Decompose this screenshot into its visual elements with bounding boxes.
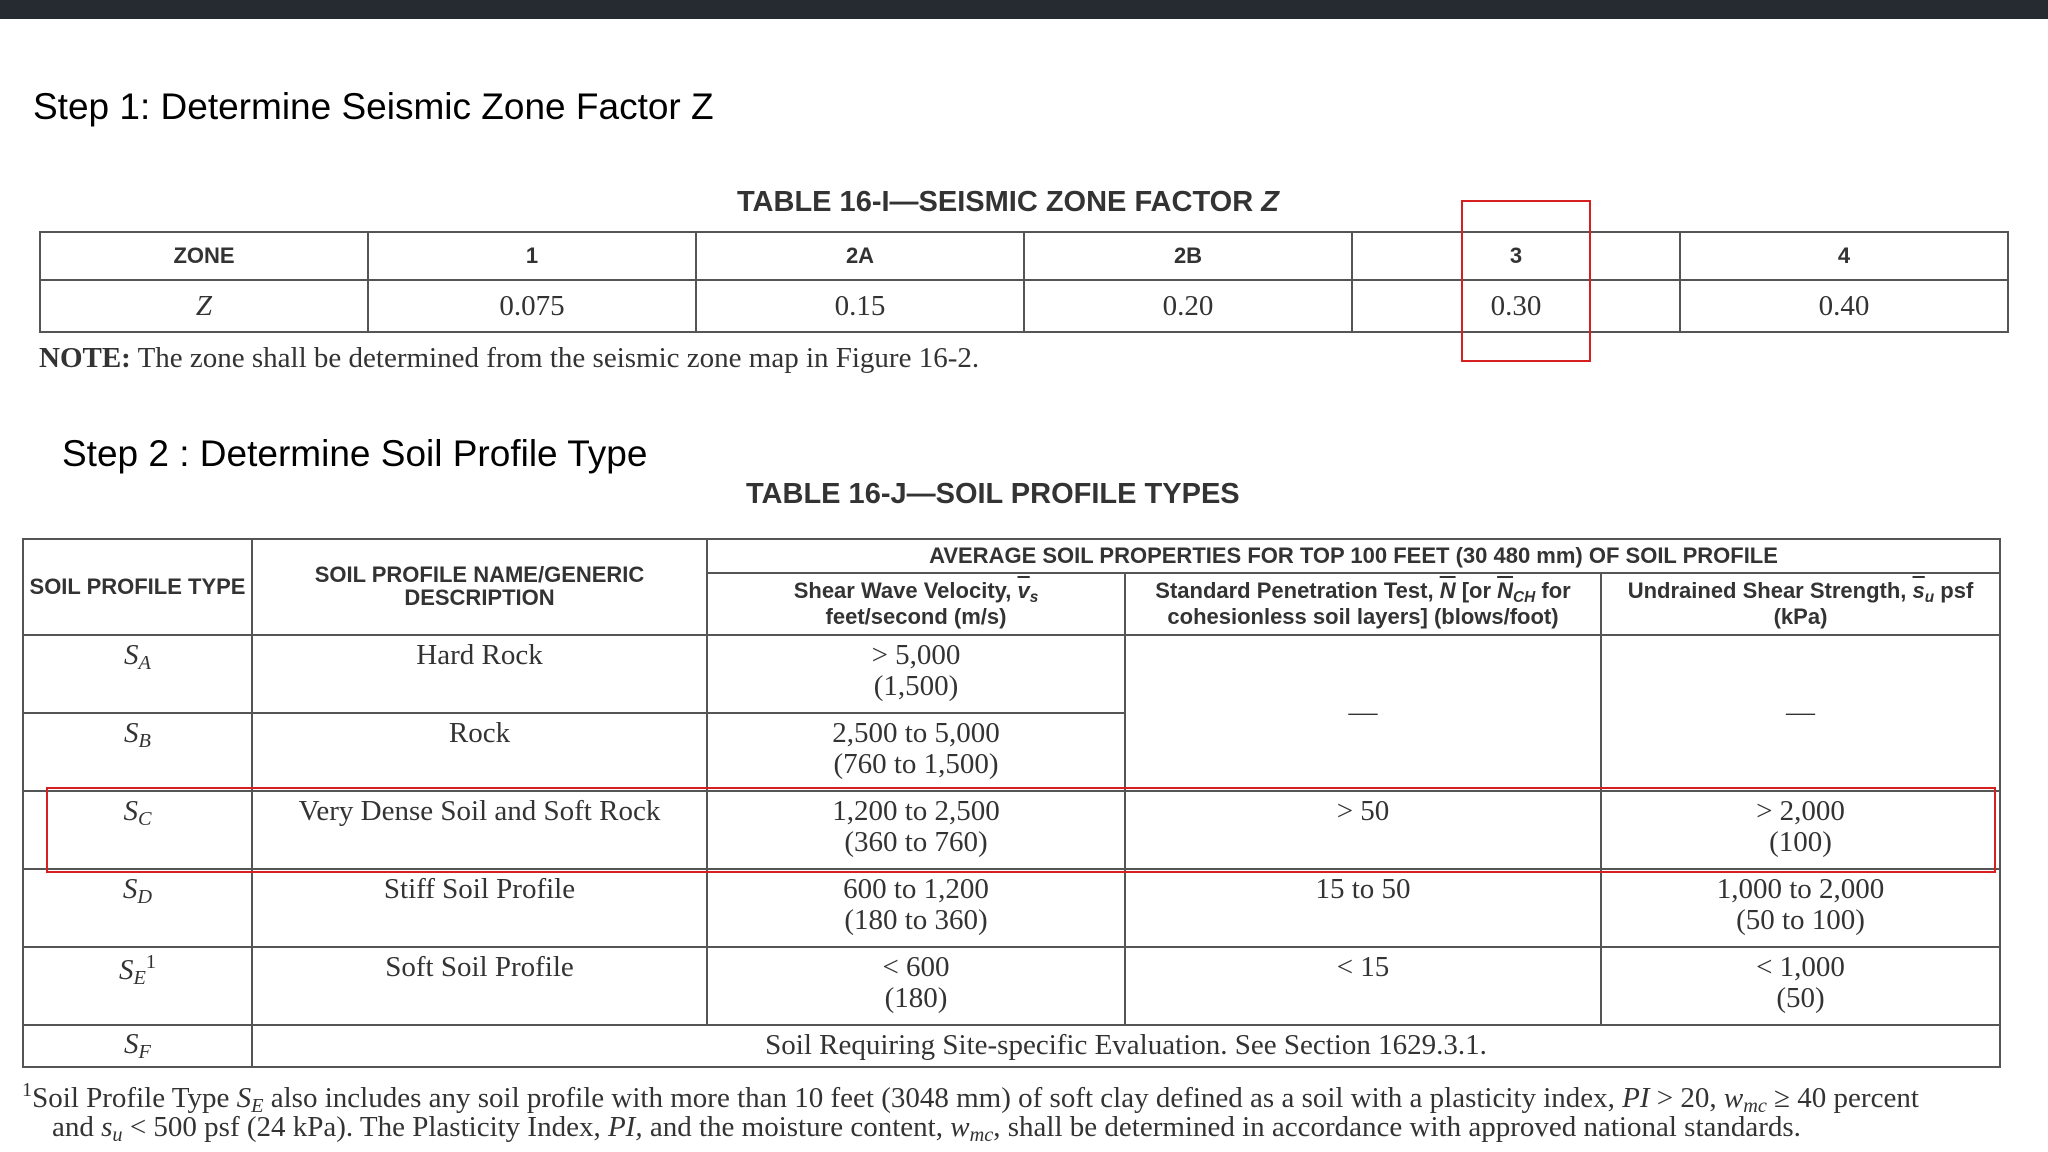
shear-velocity-se: < 600 (180): [707, 947, 1125, 1025]
soil-type-sf: $S_F$: [23, 1025, 252, 1067]
soil-name-sb: Rock: [252, 713, 707, 791]
table-j-footnote-line1: $^1$Soil Profile Type $S_E$ also includes any soil profile with more than 10 feet (3048 mm) of soft clay defined as a soil with a plasticity index, PI > 20, $w_{mc} \ge 40$ percent: [22, 1079, 1919, 1118]
undrained-sd: 1,000 to 2,000 (50 to 100): [1601, 869, 2000, 947]
col-shear-wave-velocity: Shear Wave Velocity, $\overline{v}_s$ feet/second (m/s): [707, 573, 1125, 635]
soil-row-sf: [23, 1025, 2000, 1067]
z-value-4: 0.40: [1680, 280, 2008, 332]
zone-4: 4: [1680, 232, 2008, 280]
soil-name-sc: Very Dense Soil and Soft Rock: [252, 791, 707, 869]
zone-3-highlight: [1461, 200, 1591, 362]
spt-sd: 15 to 50: [1125, 869, 1601, 947]
soil-type-sd: $S_D$: [23, 869, 252, 947]
sc-row-highlight: [46, 787, 1996, 873]
col-group-average-properties: AVERAGE SOIL PROPERTIES FOR TOP 100 FEET (30 480 mm) OF SOIL PROFILE: [707, 539, 2000, 573]
zone-label: ZONE: [40, 232, 368, 280]
spt-se: < 15: [1125, 947, 1601, 1025]
soil-type-sc: $S_C$: [23, 791, 252, 869]
table-j-caption: TABLE 16-J—SOIL PROFILE TYPES: [746, 478, 1240, 510]
soil-type-se: $S_E^1$: [23, 947, 252, 1025]
shear-velocity-sd: 600 to 1,200 (180 to 360): [707, 869, 1125, 947]
zone-header-row: [40, 232, 2008, 280]
soil-name-sd: Stiff Soil Profile: [252, 869, 707, 947]
soil-group-header-row: [23, 539, 2000, 573]
zone-3: 3: [1352, 232, 1680, 280]
col-standard-penetration: Standard Penetration Test, $\overline{N}$ [or $\overline{N}_{CH}$ for cohesionless soil layers] (blows/foot): [1125, 573, 1601, 635]
shear-velocity-sc: 1,200 to 2,500 (360 to 760): [707, 791, 1125, 869]
zone-1: 1: [368, 232, 696, 280]
soil-row-sd: [23, 869, 2000, 947]
col-undrained-shear: Undrained Shear Strength, $\overline{s}_u$ psf (kPa): [1601, 573, 2000, 635]
spt-sc: > 50: [1125, 791, 1601, 869]
table-i-caption: TABLE 16-I—SEISMIC ZONE FACTOR Z: [737, 186, 1279, 218]
col-soil-profile-name: SOIL PROFILE NAME/GENERIC DESCRIPTION: [252, 539, 707, 635]
z-value-2a: 0.15: [696, 280, 1024, 332]
table-j-footnote-line2: and $s_u < 500$ psf (24 kPa). The Plasticity Index, PI, and the moisture content, $w_{mc}$, shall be determined in accordance with approved national standards.: [52, 1111, 1801, 1147]
soil-name-sa: Hard Rock: [252, 635, 707, 713]
col-soil-profile-type: SOIL PROFILE TYPE: [23, 539, 252, 635]
undrained-se: < 1,000 (50): [1601, 947, 2000, 1025]
step1-title: Step 1: Determine Seismic Zone Factor Z: [33, 86, 714, 127]
shear-velocity-sb: 2,500 to 5,000 (760 to 1,500): [707, 713, 1125, 791]
zone-2a: 2A: [696, 232, 1024, 280]
z-value-1: 0.075: [368, 280, 696, 332]
table-i-note: NOTE: The zone shall be determined from the seismic zone map in Figure 16-2.: [39, 342, 980, 374]
z-value-3: 0.30: [1352, 280, 1680, 332]
top-bar: [0, 0, 2048, 19]
step2-title: Step 2 : Determine Soil Profile Type: [62, 433, 648, 474]
zone-factor-table: [39, 231, 2009, 333]
z-value-2b: 0.20: [1024, 280, 1352, 332]
soil-name-se: Soft Soil Profile: [252, 947, 707, 1025]
zone-value-row: [40, 280, 2008, 332]
soil-type-sa: $S_A$: [23, 635, 252, 713]
shear-velocity-sa: > 5,000 (1,500): [707, 635, 1125, 713]
z-label: Z: [40, 280, 368, 332]
soil-row-se: [23, 947, 2000, 1025]
spt-dash: —: [1125, 635, 1601, 791]
soil-row-sa: [23, 635, 2000, 713]
undrained-sc: > 2,000 (100): [1601, 791, 2000, 869]
soil-name-sf: Soil Requiring Site-specific Evaluation. See Section 1629.3.1.: [252, 1025, 2000, 1067]
undrained-dash: —: [1601, 635, 2000, 791]
zone-2b: 2B: [1024, 232, 1352, 280]
soil-type-sb: $S_B$: [23, 713, 252, 791]
